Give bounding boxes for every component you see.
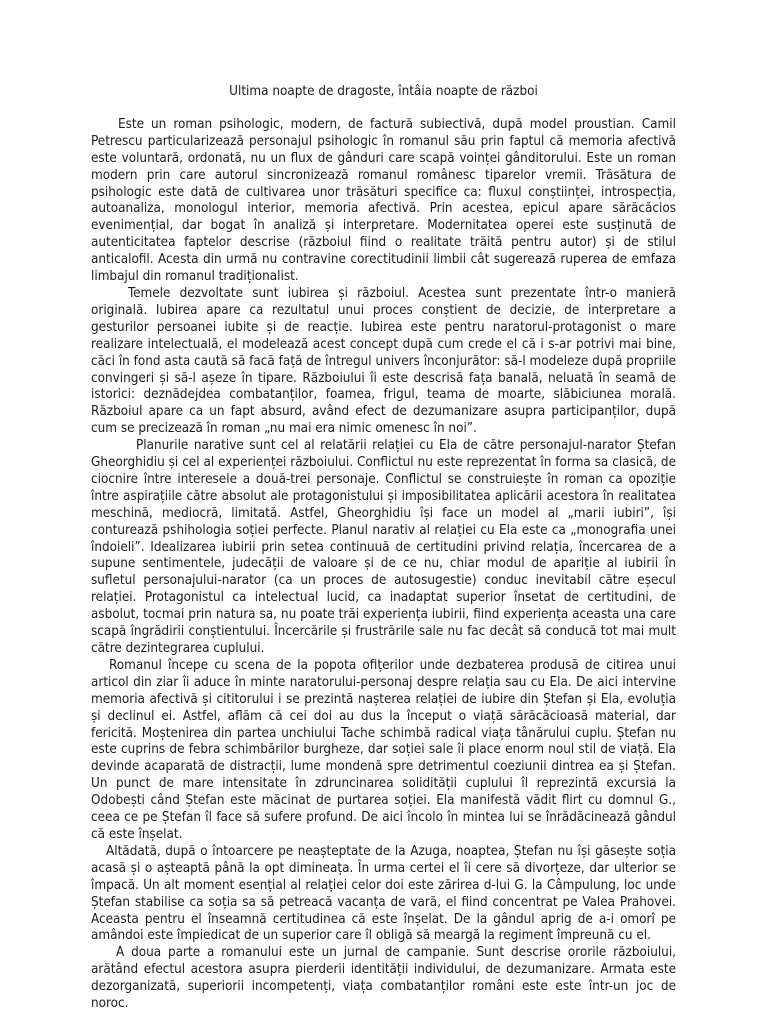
paragraph-narrative-plans: Planurile narative sunt cel al relatării relației cu Ela de către personajul-narator Ștefan Gheorghidiu și cel al experienței războiului. Conflictul nu este reprezentat în forma sa clasică, de ciocnire între interesele a două-trei personaje. Conflictul se construiește în roman ca opoziție între aspirațiile către absolut ale protagonistului și imposibilitatea aplicării acestora în realitatea meschină, mediocră, limitată. Astfel, Gheorghidiu își face un model al „marii iubiri”, își conturează pshihologia soției perfecte. Planul narativ al relației cu Ela este ca „monografia unei îndoieli”. Idealizarea iubirii prin setea continuuă de certitudini privind relația, încercarea de a supune sentimentele, judecății de valoare și de ce nu, chiar modul de apariție al iubirii în sufletul personajului-narator (ca un proces de autosugestie) conduc inevitabil către eșecul relației. Protagonistul ca intelectual lucid, ca inadaptat superior însetat de certitudini, de asbolut, tocmai prin natura sa, nu poate trăi experiența iubirii, fiind experiența aceasta una care scapă îngrădirii conștientului. Încercările și frustrările sale nu fac decât să conducă tot mai mult către dezintegrarea cuplului. — [91, 438, 676, 656]
document-body — [91, 84, 676, 1013]
paragraph-plot-azuga: Altădată, după o întoarcere pe neașteptate de la Azuga, noaptea, Ștefan nu își găsește soția acasă și o așteaptă până la opt dimineața. În urma certei el îi cere să divorțeze, dar ulterior se împacă. Un alt moment esențial al relației celor doi este zărirea d-lui G. la Câmpulung, loc unde Ștefan stabilise ca soția sa să petreacă vacanța de vară, el fiind concentrat pe Valea Prahovei. Aceasta pentru el înseamnă certitudinea că este înșelat. De la gândul aprig de a-i omorî pe amândoi este împiedicat de un superior care îl obligă să meargă la regiment împreună cu el. — [91, 843, 676, 944]
paragraph-plot-beginning: Romanul începe cu scena de la popota ofițerilor unde dezbaterea produsă de citirea unui articol din ziar îi aduce în minte naratorului-personaj despre relația sau cu Ela. De aici intervine memoria afectivă și cititorului i se prezintă nașterea relației de iubire din Ștefan și Ela, evoluția și declinul ei. Astfel, aflăm că cei doi au dus la început o viață sărăcăcioasă material, dar fericită. Moștenirea din partea unchiului Tache schimbă radical viața tânărului cuplu. Ștefan nu este cuprins de febra schimbărilor burgheze, dar soției sale îi place enorm noul stil de viață. Ela devinde acaparată de distracții, lume mondenă spre detrimentul coeziunii dintrea ea și Ștefan. Un punct de mare intensitate în zdruncinarea solidității cuplului îl reprezintă excursia la Odobești când Ștefan este măcinat de purtarea soției. Ela manifestă vădit flirt cu domnul G., ceea ce pe Ștefan îl face să sufere profund. De aici încolo în mintea lui se înrădăcinează gândul că este înșelat. — [91, 657, 676, 842]
paragraph-intro: Este un roman psihologic, modern, de factură subiectivă, după model proustian. Camil Petrescu particularizează personajul psihologic în romanul său prin faptul că memoria afectivă este voluntară, ordonată, nu un flux de gânduri care scapă voinței gânditorului. Este un roman modern prin care autorul sincronizează romanul românesc tiparelor vremii. Trăsătura de psihologic este dată de cultivarea unor trăsături specifice ca: fluxul conștiinței, introspecția, autoanaliza, monologul interior, memoria afectivă. Prin acestea, epicul apare sărăcăcios evenimențial, dar bogat în analiză și interpretare. Modernitatea operei este susținută de autenticitatea faptelor descrise (războiul fiind o realitate trăită pentru autor) și de stilul anticalofil. Acesta din urmă nu contravine corectitudinii limbii cât sugerează ruperea de emfaza limbajul din romanul tradiționalist. — [91, 116, 676, 285]
document-title: Ultima noapte de dragoste, întâia noapte de război — [229, 84, 538, 99]
paragraph-war-journal: A doua parte a romanului este un jurnal de campanie. Sunt descrise ororile războiului, arătând efectul acestora asupra pierderii identității individului, de dezumanizare. Armata este dezorganizată, superiorii incompetenți, viața combatanților români este este într-un joc de noroc. — [91, 945, 676, 1012]
paragraph-themes: Temele dezvoltate sunt iubirea și războiul. Acestea sunt prezentate într-o manieră originală. Iubirea apare ca rezultatul unui proces conștient de decizie, de interpretare a gesturilor persoanei iubite și de reacție. Iubirea este pentru naratorul-protagonist o mare realizare intelectuală, el modelează acest concept după cum crede el că i s-ar potrivi mai bine, căci în fond asta caută să facă față de întregul univers înconjurător: să-l modeleze după propriile convingeri și să-l așeze în tipare. Războiului îi este descrisă fața banală, neluată în seamă de istorici: deznădejdea combatanților, foamea, frigul, teama de moarte, slăbiciunea morală. Războiul apare ca un fapt absurd, având efect de dezumanizare asupra participanților, după cum se precizează în roman „nu mai era nimic omenesc în noi”. — [91, 285, 676, 437]
